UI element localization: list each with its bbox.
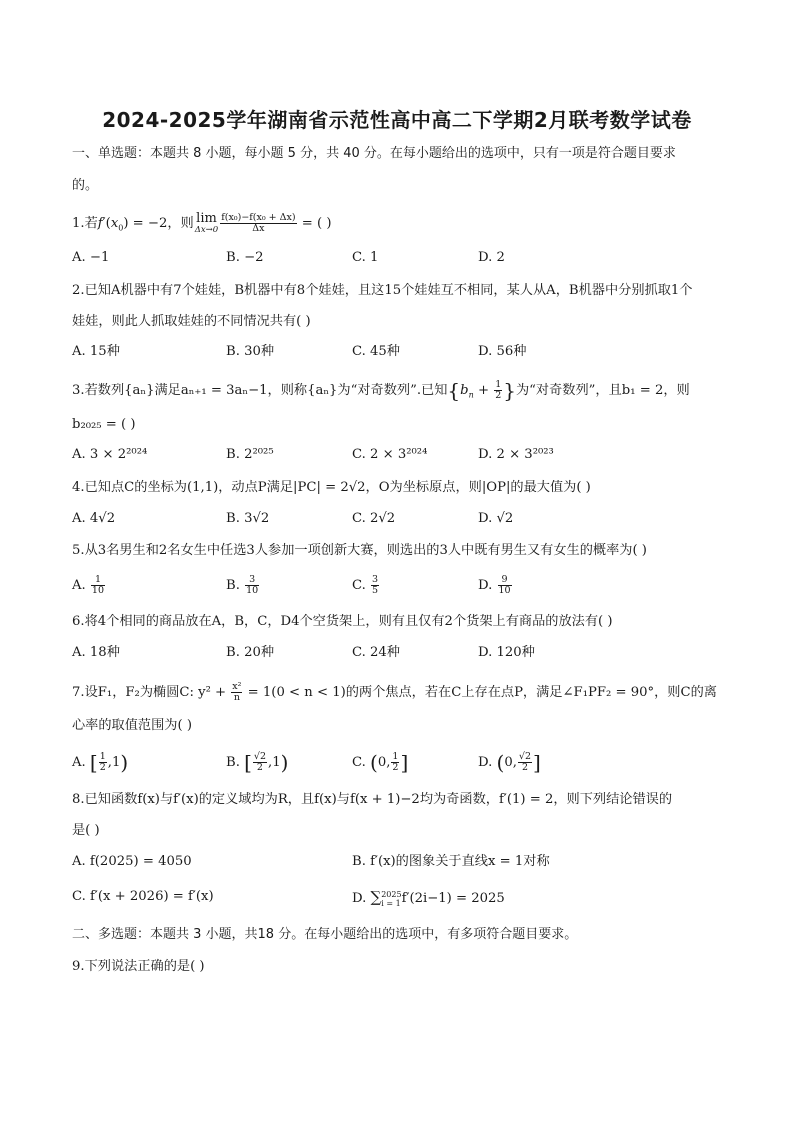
q1-fraction-num: f(x₀)−f(x₀ + Δx): [221, 212, 296, 223]
q6-option-c: C. 24种: [352, 645, 400, 660]
q8-option-d: D. ∑ 2025 i = 1 f′(2i−1) = 2025: [352, 888, 505, 908]
q8-option-d-rest: f′(2i−1) = 2025: [401, 891, 505, 906]
q7-b-den: 2: [256, 762, 263, 773]
q3-part-2: 为“对奇数列”，且b₁ = 2，则: [515, 383, 690, 398]
q7-d-num: √2: [518, 751, 532, 762]
q7-a-den: 2: [99, 762, 106, 773]
q7-c-pre: 0,: [377, 755, 391, 770]
q7-option-d: D. (0, $\frac{√2}{2}$ ]: [478, 750, 541, 775]
q7-b-num: √2: [253, 751, 266, 762]
q8-option-d-label: D.: [352, 891, 371, 906]
q3-half-den: 2: [495, 390, 502, 401]
q5-c-den: 5: [372, 585, 379, 596]
page-title: 2024-2025学年湖南省示范性高中高二下学期2月联考数学试卷: [102, 108, 692, 132]
question-3-line-2: b₂₀₂₅ = ( ): [72, 417, 136, 432]
q5-d-num: 9: [498, 575, 512, 586]
question-1: 1.若$f'(x_0) = -2$，则 lim Δx→0 $\frac{\text{f(x₀)−f(x₀ + Δx)}}{\Delta x}$ = ( ): [72, 211, 332, 235]
q8-option-b: B. f′(x)的图象关于直线x = 1对称: [352, 854, 550, 869]
q6-option-a: A. 18种: [72, 645, 120, 660]
q7-frac-num: x²: [232, 681, 242, 692]
q7-option-c: C. (0, $\frac{1}{2}$ ]: [352, 750, 409, 775]
question-2-line-2: 娃娃，则此人抓取娃娃的不同情况共有( ): [72, 314, 311, 329]
q8-option-c: C. f′(x + 2026) = f′(x): [72, 889, 214, 904]
q6-option-b: B. 20种: [226, 645, 275, 660]
question-3-line-1: 3.若数列{aₙ}满足aₙ₊₁ = 3aₙ−1，则称{aₙ}为“对奇数列”.已知{$b_n$ + $\frac{1}{2}$ }为“对奇数列”，且b₁ = 2，则: [72, 378, 690, 403]
q3-half: [494, 380, 502, 401]
question-4: 4.已知点C的坐标为(1,1)，动点P满足|PC| = 2√2，O为坐标原点，则|OP|的最大值为( ): [72, 480, 591, 495]
q6-option-d: D. 120种: [478, 645, 535, 660]
q4-option-c: C. 2√2: [352, 511, 396, 526]
q7-c-den: 2: [392, 762, 399, 773]
q7-a-num: 1: [99, 751, 106, 762]
q7-part-1: 7.设F₁，F₂为椭圆C: y² +: [72, 685, 231, 700]
q8-sum-top: 2025: [381, 889, 402, 899]
q5-option-c: [352, 575, 380, 596]
q7-part-2: = 1(0 < n < 1)的两个焦点，若在C上存在点P，满足∠F₁PF₂ = 90°，则C的离: [243, 685, 717, 700]
q7-option-b-label: B.: [226, 755, 245, 770]
section-1-text-cont: 的。: [72, 178, 99, 193]
question-1-prefix: 1.若: [72, 216, 98, 231]
q2-option-c: C. 45种: [352, 344, 400, 359]
q3-option-c: C. 2 × 3²⁰²⁴: [352, 447, 428, 462]
q7-option-c-label: C.: [352, 755, 371, 770]
q2-option-b: B. 30种: [226, 344, 275, 359]
q8-option-a: A. f(2025) = 4050: [72, 854, 192, 869]
q5-option-d: [478, 575, 513, 596]
section-1-header: [72, 145, 732, 163]
limit-expression: lim Δx→0: [194, 211, 219, 235]
question-8-line-1: 8.已知函数f(x)与f′(x)的定义域均为R，且f(x)与f(x + 1)−2均为奇函数，f′(1) = 2，则下列结论错误的: [72, 792, 673, 807]
q7-option-b: B. [ $\frac{√2}{2}$ ,1): [226, 750, 289, 775]
question-5: 5.从3名男生和2名女生中任选3人参加一项创新大赛，则选出的3人中既有男生又有女生的概率为( ): [72, 543, 647, 558]
q5-c-num: 3: [372, 574, 379, 585]
q8-sum-bottom: i = 1: [381, 898, 401, 908]
q4-option-b: B. 3√2: [226, 511, 270, 526]
question-9: 9.下列说法正确的是( ): [72, 959, 205, 974]
q7-option-a: A. [ $\frac{1}{2}$ ,1): [72, 750, 129, 775]
q2-option-d: D. 56种: [478, 344, 527, 359]
question-1-suffix: ( ): [317, 216, 332, 231]
q3-option-a: A. 3 × 2²⁰²⁴: [72, 447, 148, 462]
question-2-line-1: 2.已知A机器中有7个娃娃，B机器中有8个娃娃，且这15个娃娃互不相同，某人从A，B机器中分别抓取1个: [72, 283, 693, 298]
q1-fraction: [220, 213, 296, 234]
q5-option-a: [72, 575, 106, 596]
q5-b-den: 10: [246, 585, 259, 596]
q5-option-d-label: D.: [478, 578, 497, 593]
q1-option-a: A. −1: [72, 250, 110, 265]
q1-option-d: D. 2: [478, 250, 505, 265]
section-2-header: 二、多选题：本题共 3 小题，共18 分。在每小题给出的选项中，有多项符合题目要求。: [72, 927, 578, 942]
q4-option-a: A. 4√2: [72, 511, 116, 526]
question-8-line-2: 是( ): [72, 823, 100, 838]
q7-option-a-label: A.: [72, 755, 90, 770]
q7-a-rest: ,1: [107, 755, 121, 770]
q5-option-c-label: C.: [352, 578, 371, 593]
q3-part-1: 3.若数列{aₙ}满足aₙ₊₁ = 3aₙ−1，则称{aₙ}为“对奇数列”.已知: [72, 383, 448, 398]
q3-half-num: 1: [495, 379, 502, 390]
q5-option-a-label: A.: [72, 578, 90, 593]
q4-option-d: D. √2: [478, 511, 514, 526]
q5-option-b: [226, 575, 260, 596]
q1-option-b: B. −2: [226, 250, 264, 265]
q5-d-den: 10: [498, 585, 511, 596]
q1-fraction-den: Δx: [252, 223, 265, 234]
section-1-header-cont: [72, 177, 732, 195]
q2-option-a: A. 15种: [72, 344, 120, 359]
question-7-line-1: [72, 682, 732, 703]
q5-a-num: 1: [91, 575, 105, 586]
q7-d-den: 2: [521, 762, 528, 773]
q5-a-den: 10: [91, 585, 105, 596]
q7-frac-den: n: [233, 692, 240, 703]
q7-b-rest: ,1: [268, 755, 281, 770]
q3-option-d: D. 2 × 3²⁰²³: [478, 447, 554, 462]
question-7-line-2: 心率的取值范围为( ): [72, 718, 192, 733]
question-6: 6.将4个相同的商品放在A，B，C，D4个空货架上，则有且仅有2个货架上有商品的放法有( ): [72, 614, 613, 629]
section-1-text: 一、单选题：本题共 8 小题，每小题 5 分，共 40 分。在每小题给出的选项中，只有一项是符合题目要求: [72, 146, 676, 161]
q1-option-c: C. 1: [352, 250, 379, 265]
q5-b-num: 3: [245, 575, 259, 586]
q3-option-b: B. 2²⁰²⁵: [226, 447, 274, 462]
q5-option-b-label: B.: [226, 578, 245, 593]
q7-option-d-label: D.: [478, 755, 497, 770]
q7-d-pre: 0,: [504, 755, 517, 770]
q7-c-num: 1: [392, 751, 399, 762]
